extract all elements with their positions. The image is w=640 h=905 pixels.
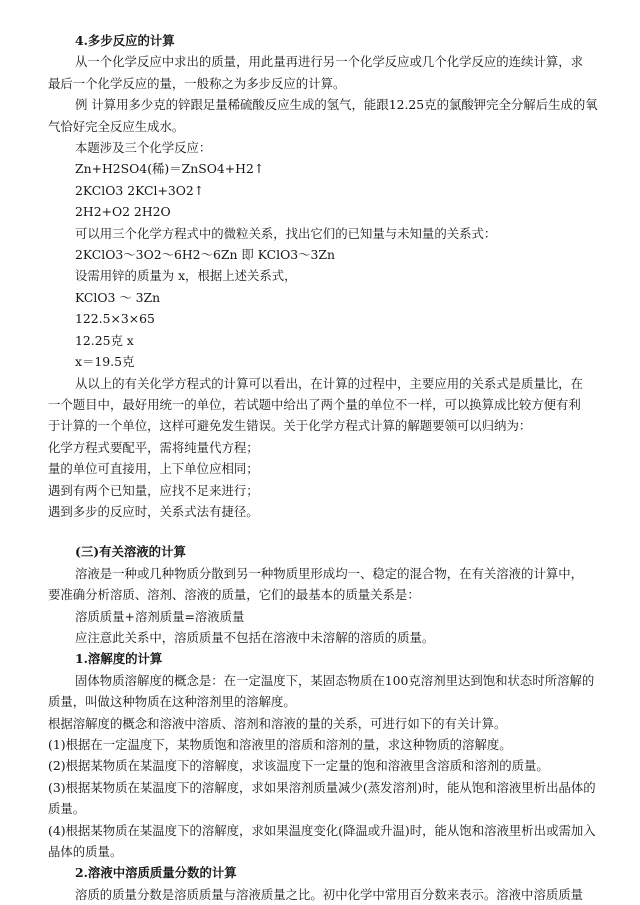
section-heading: 4.多步反应的计算 (75, 33, 175, 48)
calculation-line: 12.25克 x (75, 332, 134, 348)
list-item-continuation: 质量。 (48, 801, 86, 817)
paragraph-line: 要准确分析溶质、溶剂、溶液的质量，它们的最基本的质量关系是： (48, 587, 420, 603)
example-line: 例 计算用多少克的锌跟足量稀硫酸反应生成的氢气，能跟12.25克的氯酸钾完全分解后生成的氧 (75, 97, 598, 113)
paragraph-line: 从一个化学反应中求出的质量，用此量再进行另一个化学反应或几个化学反应的连续计算，求 (75, 54, 584, 70)
list-item: (1)根据在一定温度下，某物质饱和溶液里的溶质和溶剂的量，求这种物质的溶解度。 (48, 737, 512, 752)
paragraph-line: 根据溶解度的概念和溶液中溶质、溶剂和溶液的量的关系，可进行如下的有关计算。 (48, 715, 507, 731)
section-spacer (48, 522, 610, 541)
list-item: (2)根据某物质在某温度下的溶解度，求该温度下一定量的饱和溶液里含溶质和溶剂的质量。 (48, 758, 549, 774)
section-heading: (三)有关溶液的计算 (75, 544, 186, 560)
paragraph-line: 设需用锌的质量为 x，根据上述关系式， (75, 268, 297, 284)
rule-line: 量的单位可直接用，上下单位应相同； (48, 461, 259, 477)
paragraph-line: 可以用三个化学方程式中的微粒关系，找出它们的已知量与未知量的关系式： (75, 225, 497, 241)
subsection-heading: 2.溶液中溶质质量分数的计算 (75, 865, 237, 881)
example-line: 气恰好完全反应生成水。 (48, 118, 185, 134)
paragraph-line: 应注意此关系中，溶质质量不包括在溶液中未溶解的溶质的质量。 (75, 629, 435, 645)
list-item-continuation: 晶体的质量。 (48, 844, 123, 860)
paragraph-line: 于计算的一个单位，这样可避免发生错误。关于化学方程式计算的解题要领可以归纳为： (48, 418, 532, 434)
calculation-line: KClO3 ～ 3Zn (75, 289, 161, 305)
rule-line: 遇到有两个已知量，应找不足来进行； (48, 482, 259, 498)
rule-line: 化学方程式要配平，需将纯量代方程； (48, 439, 259, 455)
equation-line: 2KClO3 2KCl+3O2↑ (75, 182, 205, 198)
calculation-line: x＝19.5克 (75, 354, 135, 370)
paragraph-line: 质量，叫做这种物质在这种溶剂里的溶解度。 (48, 694, 296, 710)
calculation-line: 122.5×3×65 (75, 311, 155, 327)
equation-line: 2H2+O2 2H2O (75, 204, 171, 220)
list-item: (4)根据某物质在某温度下的溶解度，求如果温度变化(降温或升温)时，能从饱和溶液里析出或需加入 (48, 822, 596, 838)
paragraph-line: 从以上的有关化学方程式的计算可以看出，在计算的过程中，主要应用的关系式是质量比，在 (75, 375, 584, 391)
paragraph-line: 固体物质溶解度的概念是：在一定温度下，某固态物质在100克溶剂里达到饱和状态时所溶解的 (75, 672, 595, 688)
equation-line: Zn+H2SO4(稀)＝ZnSO4+H2↑ (75, 161, 265, 177)
paragraph-line: 溶质的质量分数是溶质质量与溶液质量之比。初中化学中常用百分数来表示。溶液中溶质质量 (75, 886, 584, 902)
relation-line: 2KClO3～3O2～6H2～6Zn 即 KClO3～3Zn (75, 247, 335, 263)
list-item: (3)根据某物质在某温度下的溶解度，求如果溶剂质量减少(蒸发溶剂)时，能从饱和溶液里析出晶体的 (48, 779, 596, 795)
paragraph-line: 一个题目中，最好用统一的单位，若试题中给出了两个量的单位不一样，可以换算成比较方便有利 (48, 396, 581, 412)
subsection-heading: 1.溶解度的计算 (75, 651, 163, 667)
paragraph-line: 本题涉及三个化学反应： (75, 140, 212, 156)
formula-line: 溶质质量+溶剂质量=溶液质量 (75, 608, 245, 624)
paragraph-line: 最后一个化学反应的量，一般称之为多步反应的计算。 (48, 75, 346, 91)
rule-line: 遇到多步的反应时，关系式法有捷径。 (48, 503, 259, 519)
paragraph-line: 溶液是一种或几种物质分散到另一种物质里形成均一、稳定的混合物，在有关溶液的计算中， (75, 565, 584, 581)
